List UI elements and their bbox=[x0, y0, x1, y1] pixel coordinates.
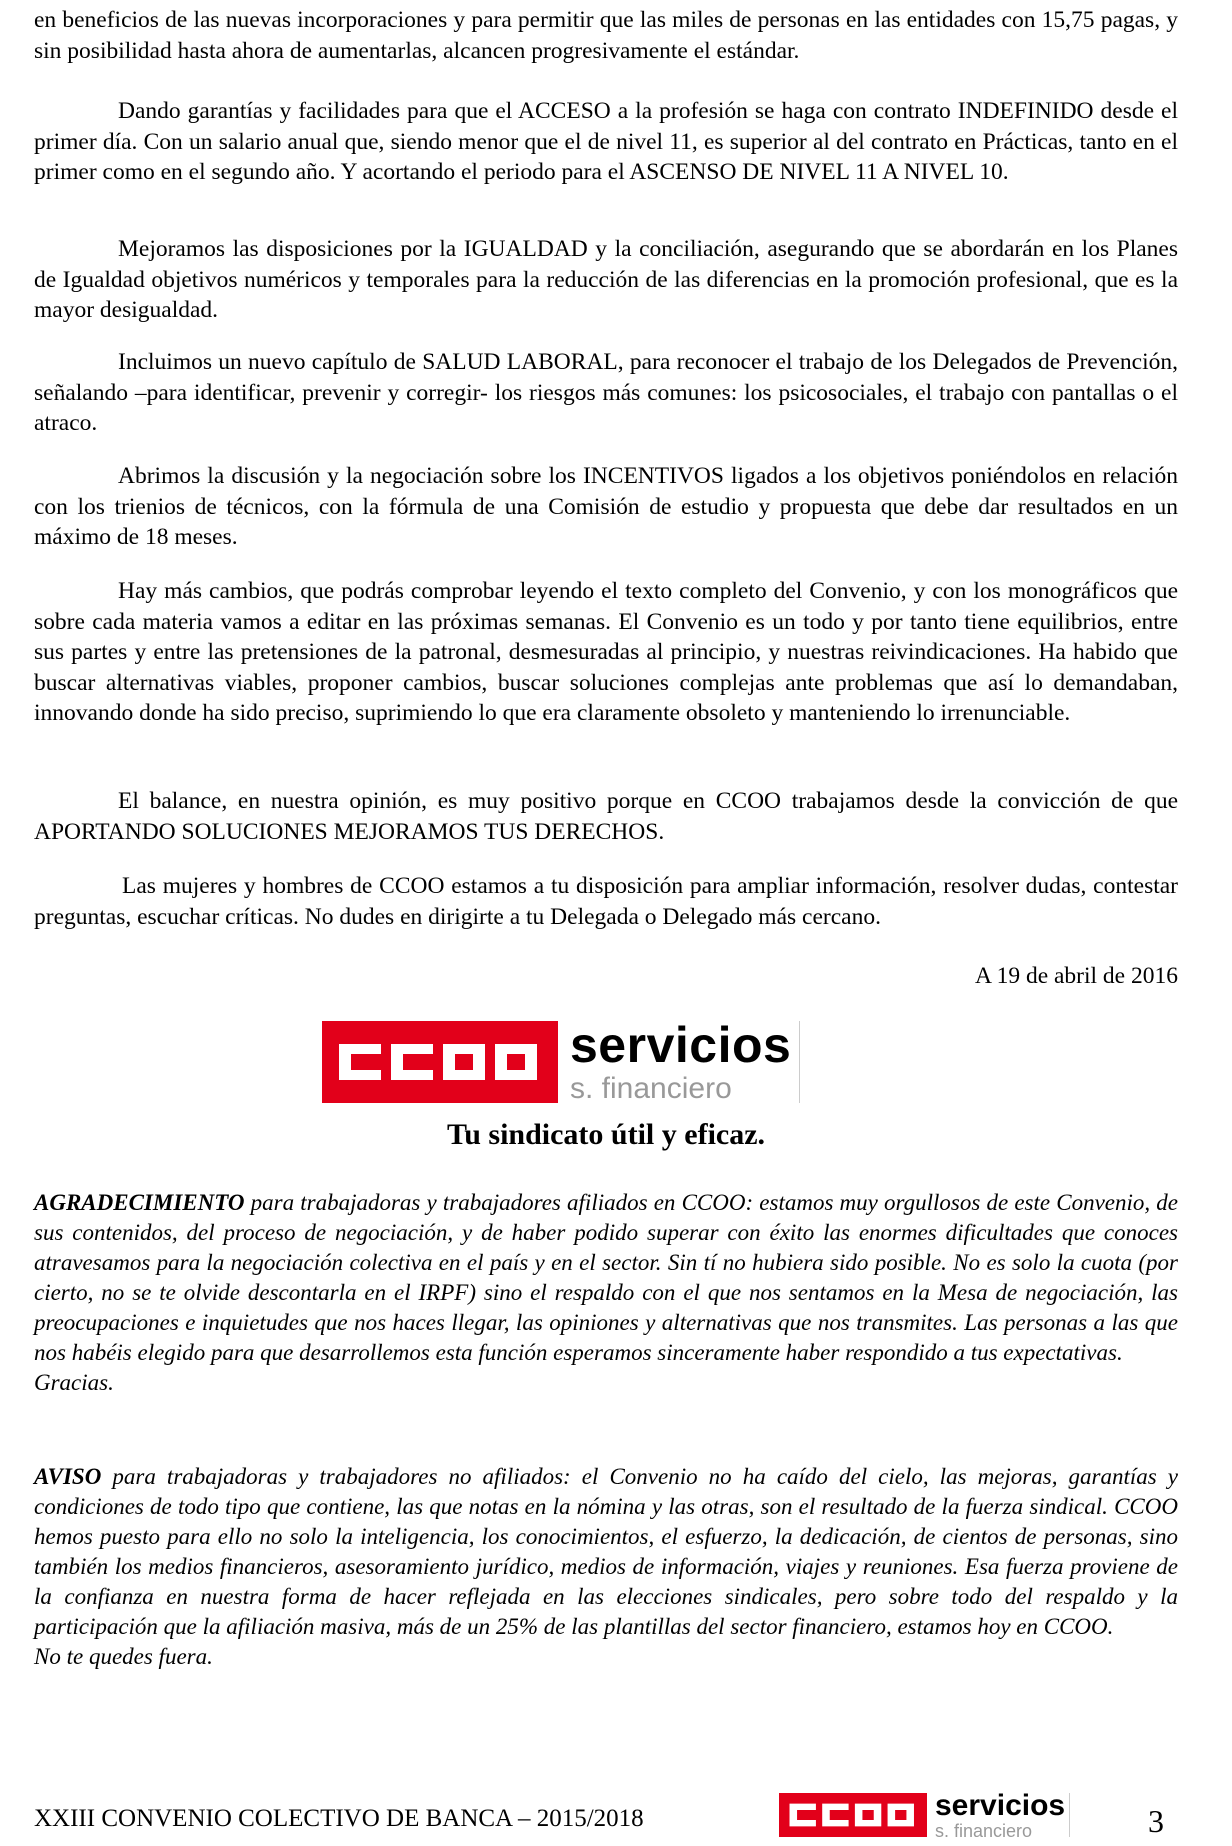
footer-logo bbox=[779, 1788, 1070, 1841]
paragraph-incentivos: Abrimos la discusión y la negociación sobre los INCENTIVOS ligados a los objetivos poniéndolos en relación con los trienios de técnicos, con la fórmula de una Comisión de estudio y propuesta que debe dar resultados en un máximo de 18 meses. bbox=[34, 463, 1178, 550]
footer-logo-word-servicios: servicios bbox=[935, 1788, 1066, 1822]
tagline: Tu sindicato útil y eficaz. bbox=[446, 1118, 766, 1151]
footer-title: XXIII CONVENIO COLECTIVO DE BANCA – 2015/2018 bbox=[34, 1805, 644, 1832]
paragraph-1: en beneficios de las nuevas incorporaciones y para permitir que las miles de personas en las entidades con 15,75 pagas, y sin posibilidad hasta ahora de aumentarlas, alcancen progresivamente el estándar. bbox=[34, 7, 1178, 64]
paragraph-igualdad: Mejoramos las disposiciones por la IGUALDAD y la conciliación, asegurando que se abordarán en los Planes de Igualdad objetivos numéricos y temporales para la reducción de las diferencias en la promoción profesional, que es la mayor desigualdad. bbox=[34, 236, 1178, 323]
acknowledgement-closing: Gracias. bbox=[34, 1370, 114, 1395]
paragraph-cambios: Hay más cambios, que podrás comprobar leyendo el texto completo del Convenio, y con los monográficos que sobre cada materia vamos a editar en las próximas semanas. El Convenio es un todo y por tanto tiene equilibrios, entre sus partes y entre las pretensiones de la patronal, desmesuradas al principio, y nuestras reivindicaciones. Ha habido que buscar alternativas viables, proponer cambios, buscar soluciones complejas ante problemas que así lo demandaban, innovando donde ha sido preciso, suprimiendo lo que era claramente obsoleto y manteniendo lo irrenunciable. bbox=[34, 578, 1178, 726]
paragraph-acceso: Dando garantías y facilidades para que el ACCESO a la profesión se haga con contrato INDEFINIDO desde el primer día. Con un salario anual que, siendo menor que el de nivel 11, es superior al del contrato en Prácticas, tanto en el primer como en el segundo año. Y acortando el periodo para el ASCENSO DE NIVEL 11 A NIVEL 10. bbox=[34, 98, 1178, 185]
ccoo-letters-icon bbox=[335, 1040, 545, 1084]
acknowledgement-text: para trabajadoras y trabajadores afiliados en CCOO: estamos muy orgullosos de este Convenio, de sus contenidos, del proceso de negociación, y de haber podido superar con éxito las enormes dificultades que conoces atravesamos para la negociación colectiva en el país y en el sector. Sin tí no hubiera sido posible. No es solo la cuota (por cierto, no se te olvide descontarla en el IRPF) sino el respaldo con el que nos sentamos en la Mesa de negociación, las preocupaciones e inquietudes que nos haces llegar, las opiniones y alternativas que nos transmites. Las personas a las que nos habéis elegido para que desarrollemos esta función esperamos sinceramente haber respondido a tus expectativas. bbox=[34, 1190, 1178, 1365]
notice-closing: No te quedes fuera. bbox=[34, 1644, 213, 1669]
acknowledgement-lead: AGRADECIMIENTO bbox=[34, 1190, 245, 1215]
acknowledgement-block bbox=[34, 1188, 1178, 1398]
document-date: A 19 de abril de 2016 bbox=[975, 963, 1178, 989]
footer-logo-wordmark bbox=[927, 1788, 1070, 1841]
notice-text: para trabajadoras y trabajadores no afiliados: el Convenio no ha caído del cielo, las mejoras, garantías y condiciones de todo tipo que contiene, las que notas en la nómina y las otras, son el resultado de la fuerza sindical. CCOO hemos puesto para ello no solo la inteligencia, los conocimientos, el esfuerzo, la dedicación, de cientos de personas, sino también los medios financieros, asesoramiento jurídico, medios de información, viajes y reuniones. Esa fuerza proviene de la confianza en nuestra forma de hacer reflejada en las elecciones sindicales, pero sobre todo del respaldo y la participación que la afiliación masiva, más de un 25% de las plantillas del sector financiero, estamos hoy en CCOO. bbox=[34, 1464, 1178, 1639]
paragraph-disposicion: Las mujeres y hombres de CCOO estamos a tu disposición para ampliar información, resolver dudas, contestar preguntas, escuchar críticas. No dudes en dirigirte a tu Delegada o Delegado más cercano. bbox=[34, 873, 1178, 930]
logo-wordmark bbox=[558, 1017, 800, 1105]
page-number: 3 bbox=[1148, 1803, 1164, 1839]
notice-lead: AVISO bbox=[34, 1464, 102, 1489]
ccoo-logo-mark bbox=[322, 1021, 558, 1103]
paragraph-balance: El balance, en nuestra opinión, es muy positivo porque en CCOO trabajamos desde la convicción de que APORTANDO SOLUCIONES MEJORAMOS TUS DERECHOS. bbox=[34, 788, 1178, 845]
footer-logo-word-sector: s. financiero bbox=[935, 1820, 1033, 1841]
logo-word-servicios: servicios bbox=[570, 1017, 792, 1073]
footer-ccoo-mark bbox=[779, 1793, 927, 1837]
ccoo-servicios-logo bbox=[322, 1017, 800, 1105]
ccoo-letters-icon bbox=[787, 1801, 919, 1829]
paragraph-salud-laboral: Incluimos un nuevo capítulo de SALUD LABORAL, para reconocer el trabajo de los Delegados de Prevención, señalando –para identificar, prevenir y corregir- los riesgos más comunes: los psicosociales, el trabajo con pantallas o el atraco. bbox=[34, 349, 1178, 436]
notice-block bbox=[34, 1462, 1178, 1672]
logo-word-sector: s. financiero bbox=[570, 1072, 732, 1105]
